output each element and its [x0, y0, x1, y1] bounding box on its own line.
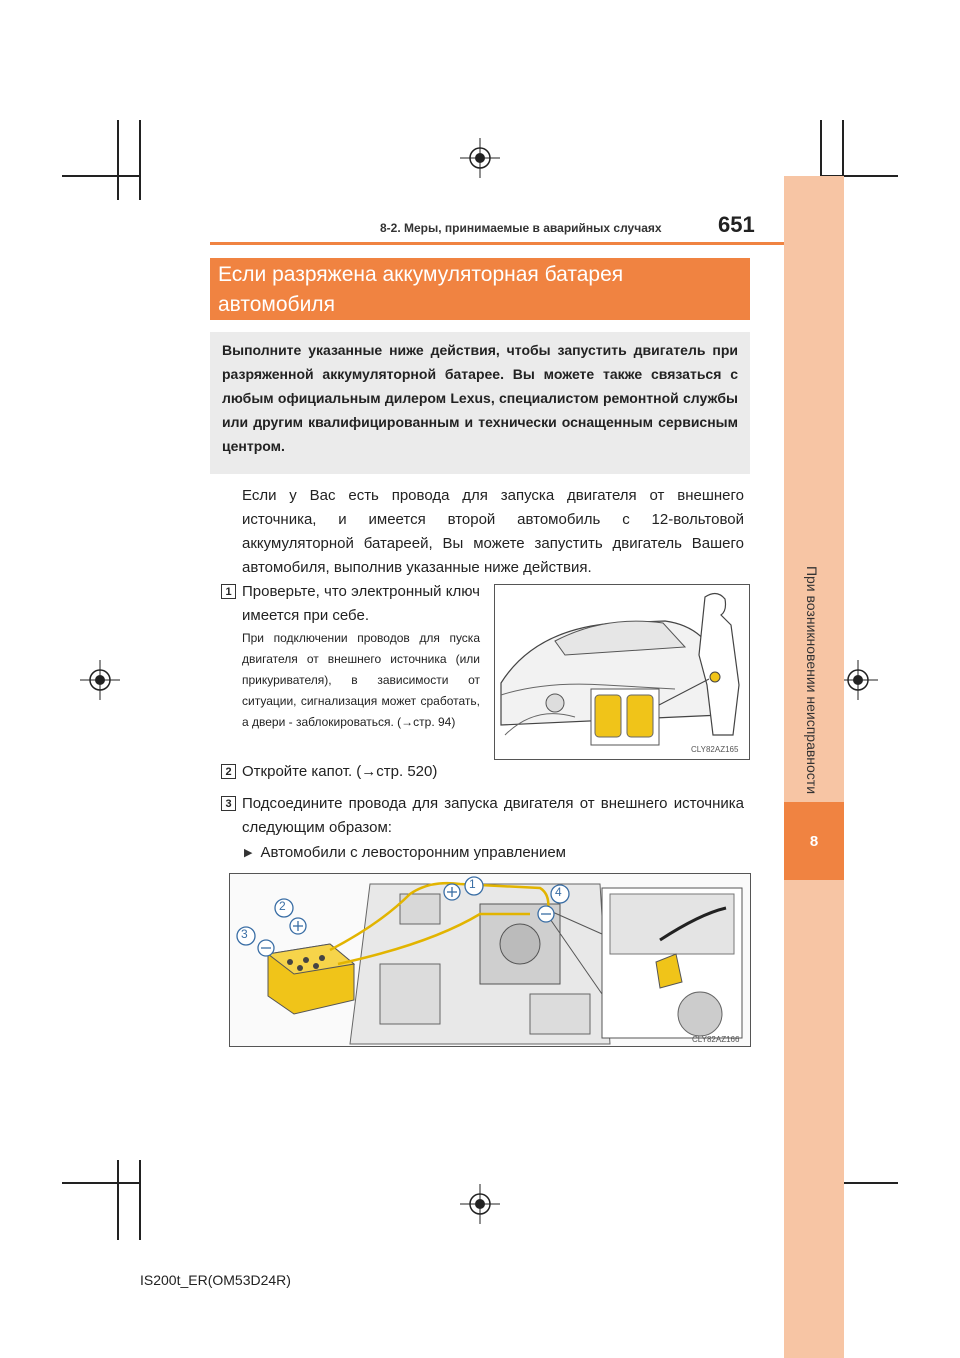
crop-mark [139, 120, 141, 200]
step-text: Подсоедините провода для запуска двигателя от внешнего источника следующим образом: [242, 795, 744, 836]
car-key-illustration [494, 584, 750, 760]
car-illustration-icon [495, 585, 750, 760]
jump-start-diagram [229, 873, 751, 1047]
page-title [210, 258, 750, 320]
engine-bay-illustration-icon [230, 874, 751, 1047]
step-number: 1 [221, 584, 236, 599]
callout-label: 3 [241, 927, 248, 941]
page-number: 651 [718, 212, 755, 237]
crop-mark [62, 1182, 140, 1184]
image-code: CLY82AZ166 [692, 1035, 740, 1044]
registration-mark-icon [80, 660, 120, 700]
crop-mark [139, 1160, 141, 1240]
registration-mark-icon [838, 660, 878, 700]
section-header: 8-2. Меры, принимаемые в аварийных случаях [380, 221, 662, 235]
step-number: 2 [221, 764, 236, 779]
step-text: Откройте капот. (→стр. 520) [242, 763, 438, 780]
callout-label: 2 [279, 899, 286, 913]
registration-mark-icon [460, 1184, 500, 1224]
callout-label: 4 [555, 885, 562, 899]
triangle-bullet-icon: ▶ [244, 847, 253, 859]
crop-mark [117, 120, 119, 200]
bullet-text: Автомобили с левосторонним управлением [260, 844, 566, 861]
intro-box: Выполните указанные ниже действия, чтобы запустить двигатель при разряженной аккумуляторной батарее. Вы можете также связаться с любым официальным дилером Lexus, специалистом ремонтной службы или другим квалифицированным и технически оснащенным сервисным центром. [210, 332, 750, 474]
callout-label: 1 [469, 877, 476, 891]
step-number: 3 [221, 796, 236, 811]
title-line-2: автомобиля [218, 293, 335, 316]
registration-mark-icon [460, 138, 500, 178]
step-text: Проверьте, что электронный ключ имеется при себе. [242, 583, 480, 624]
chapter-number: 8 [784, 802, 844, 880]
document-code-footer: IS200t_ER(OM53D24R) [140, 1272, 291, 1288]
crop-mark [62, 175, 140, 177]
bullet-item [244, 844, 566, 861]
header-divider [210, 242, 784, 245]
image-code: CLY82AZ165 [691, 745, 739, 754]
body-paragraph: Если у Вас есть провода для запуска двигателя от внешнего источника, и имеется второй автомобиль с 12-вольтовой аккумуляторной батареей, Вы можете запустить двигатель Вашего автомобиля, выполнив указанные ниже действия. [242, 487, 744, 576]
crop-mark [117, 1160, 119, 1240]
chapter-title-vertical: При возникновении неисправности [804, 565, 820, 795]
step-note: При подключении проводов для пуска двигателя от внешнего источника (или прикуривателя), в зависимости от ситуации, сигнализация может сработать, а двери - заблокироваться. (→стр. 94) [242, 631, 480, 729]
title-line-1: Если разряжена аккумуляторная батарея [218, 263, 624, 286]
